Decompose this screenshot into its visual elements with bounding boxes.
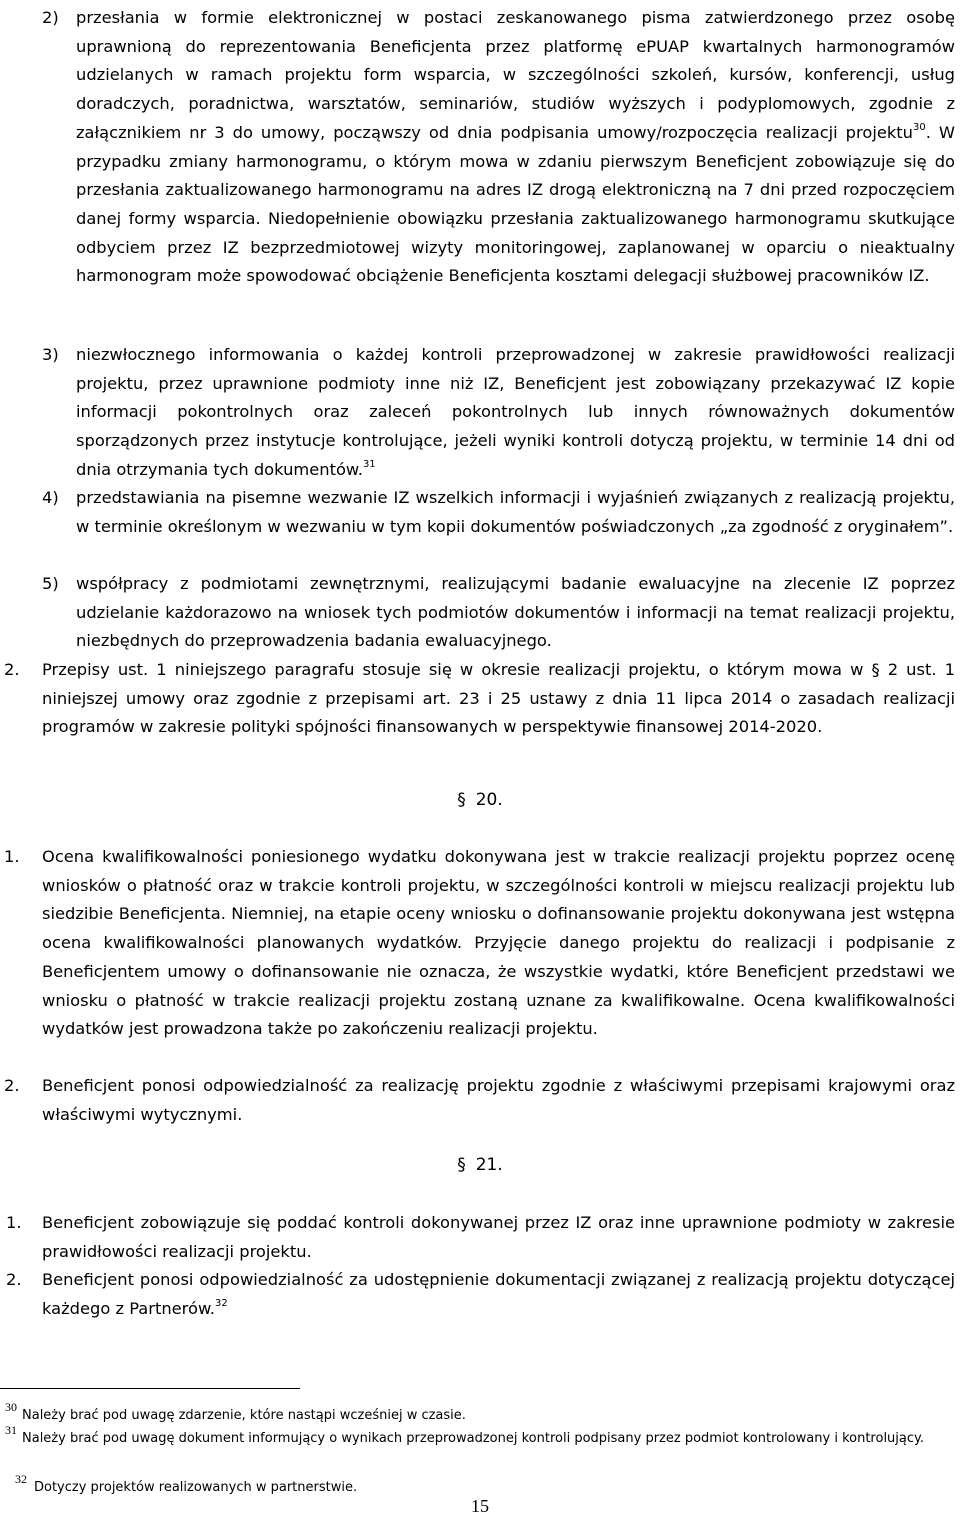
section-sign: § bbox=[457, 790, 466, 810]
footnote-text: Należy brać pod uwagę dokument informujący o wynikach przeprowadzonej kontroli podpisany przez podmiot kontrolowany i kontrolujący. bbox=[22, 1431, 924, 1446]
footnote-ref-32[interactable]: 32 bbox=[214, 1298, 228, 1310]
section-21-paragraph-2-body: Beneficjent ponosi odpowiedzialność za udostępnienie dokumentacji związanej z realizacją projektu dotyczącej każdego z Partnerów. bbox=[42, 1270, 955, 1318]
item-number: 2) bbox=[42, 8, 59, 27]
footnote-ref-31[interactable]: 31 bbox=[362, 459, 376, 471]
footnote-number: 31 bbox=[5, 1423, 17, 1437]
item-number: 5) bbox=[42, 574, 59, 593]
footnote-32 bbox=[15, 1472, 934, 1498]
section-21-paragraph-2 bbox=[42, 1266, 955, 1323]
section-20-paragraph-1: Ocena kwalifikowalności poniesionego wydatku dokonywana jest w trakcie realizacji projektu poprzez ocenę wniosków o płatność oraz w trakcie kontroli projektu, w szczególności kontroli w miejscu realizacji projektu lub siedzibie Beneficjenta. Niemniej, na etapie oceny wniosku o dofinansowanie projektu dokonywana jest wstępna ocena kwalifikowalności planowanych wydatków. Przyjęcie danego projektu do realizacji i podpisanie z Beneficjentem umowy o dofinansowanie nie oznacza, że wszystkie wydatki, które Beneficjent przedstawi we wniosku o płatność w trakcie realizacji projektu zostaną uznane za kwalifikowalne. Ocena kwalifikowalności wydatków jest prowadzona także po zakończeniu realizacji projektu. bbox=[42, 847, 955, 1039]
item-number: 4) bbox=[42, 488, 59, 507]
paragraph-number: 1. bbox=[4, 847, 20, 866]
footnote-number: 30 bbox=[5, 1400, 17, 1414]
section-heading-20 bbox=[0, 790, 960, 810]
footnote-30 bbox=[5, 1400, 942, 1426]
footnote-ref-30[interactable]: 30 bbox=[913, 122, 926, 134]
footnote-text: Należy brać pod uwagę zdarzenie, które nastąpi wcześniej w czasie. bbox=[22, 1408, 466, 1423]
paragraph-2-text: Przepisy ust. 1 niniejszego paragrafu stosuje się w okresie realizacji projektu, o którym mowa w § 2 ust. 1 niniejszej umowy oraz zgodnie z przepisami art. 23 i 25 ustawy z dnia 11 lipca 2014 o zasadach realizacji programów w zakresie polityki spójności finansowanych w perspektywie finansowej 2014-2020. bbox=[42, 660, 955, 737]
footnote-number: 32 bbox=[15, 1472, 27, 1486]
item-4-text: przedstawiania na pisemne wezwanie IZ wszelkich informacji i wyjaśnień związanych z realizacją projektu, w terminie określonym w wezwaniu w tym kopii dokumentów poświadczonych „za zgodność z oryginałem”. bbox=[76, 488, 955, 536]
footnote-separator bbox=[0, 1388, 300, 1389]
item-3-text-body: niezwłocznego informowania o każdej kontroli przeprowadzonej w zakresie prawidłowości realizacji projektu, przez uprawnione podmioty inne niż IZ, Beneficjent jest zobowiązany przekazywać IZ kopie informacji pokontrolnych oraz zaleceń pokontrolnych lub innych równoważnych dokumentów sporządzonych przez instytucje kontrolujące, jeżeli wyniki kontroli dotyczą projektu, w terminie 14 dni od dnia otrzymania tych dokumentów. bbox=[76, 345, 955, 479]
paragraph-number: 1. bbox=[6, 1213, 22, 1232]
section-21-paragraph-1: Beneficjent zobowiązuje się poddać kontroli dokonywanej przez IZ oraz inne uprawnione podmioty w zakresie prawidłowości realizacji projektu. bbox=[42, 1213, 955, 1261]
item-number: 3) bbox=[42, 345, 59, 364]
item-2-text bbox=[76, 4, 955, 291]
footnote-text: Dotyczy projektów realizowanych w partnerstwie. bbox=[34, 1480, 358, 1495]
paragraph-number: 2. bbox=[4, 1076, 20, 1095]
item-5-text: współpracy z podmiotami zewnętrznymi, realizującymi badanie ewaluacyjne na zlecenie IZ poprzez udzielanie każdorazowo na wniosek tych podmiotów dokumentów i informacji na temat realizacji projektu, niezbędnych do przeprowadzenia badania ewaluacyjnego. bbox=[76, 574, 955, 651]
paragraph-number: 2. bbox=[4, 660, 20, 679]
section-number: 20. bbox=[475, 790, 503, 810]
section-number: 21. bbox=[475, 1155, 503, 1175]
section-sign: § bbox=[457, 1155, 466, 1175]
paragraph-number: 2. bbox=[6, 1270, 22, 1289]
page-number: 15 bbox=[471, 1496, 489, 1516]
footnote-31 bbox=[5, 1423, 938, 1449]
item-3-text bbox=[76, 341, 955, 485]
item-2-text-part2: . W przypadku zmiany harmonogramu, o którym mowa w zdaniu pierwszym Beneficjent zobowiązuje się do przesłania zaktualizowanego harmonogramu na adres IZ drogą elektroniczną na 7 dni przed rozpoczęciem danej formy wsparcia. Niedopełnienie obowiązku przesłania zaktualizowanego harmonogramu skutkujące odbyciem przez IZ bezprzedmiotowej wizyty monitoringowej, zaplanowanej w oparciu o nieaktualny harmonogram może spowodować obciążenie Beneficjenta kosztami delegacji służbowej pracowników IZ. bbox=[76, 122, 955, 286]
section-20-paragraph-2: Beneficjent ponosi odpowiedzialność za realizację projektu zgodnie z właściwymi przepisami krajowymi oraz właściwymi wytycznymi. bbox=[42, 1076, 955, 1124]
item-2-text-part1: przesłania w formie elektronicznej w postaci zeskanowanego pisma zatwierdzonego przez osobę uprawnioną do reprezentowania Beneficjenta przez platformę ePUAP kwartalnych harmonogramów udzielanych w ramach projektu form wsparcia, w szczególności szkoleń, kursów, konferencji, usług doradczych, poradnictwa, warsztatów, seminariów, studiów wyższych i podyplomowych, zgodnie z załącznikiem nr 3 do umowy, począwszy od dnia podpisania umowy/rozpoczęcia realizacji projektu bbox=[76, 8, 955, 142]
section-heading-21 bbox=[0, 1155, 960, 1175]
